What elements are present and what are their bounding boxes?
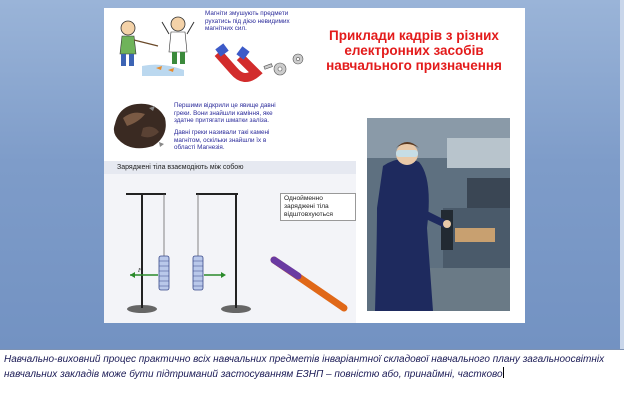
lodestone-illustration [109,98,171,153]
slide-canvas[interactable] [104,8,525,323]
greeks-text-2: Давні греки називали такі камені магнітом, оскільки знайшли їх в області Магнезія. [174,129,270,151]
charged-stands-illustration [114,186,354,316]
horseshoe-magnet-illustration [204,43,312,93]
text-cursor [503,367,504,378]
notes-text[interactable] [4,353,610,382]
fishing-boy-illustration [106,10,202,80]
editor-scrollbar[interactable] [620,0,624,349]
notes-text-content: Навчально-виховний процес практично всіх навчальних предметів інваріантної складової навчального плану загальноосвітніх навчальних закладів може бути підтриманий застосуванням ЕЗНП – повністю або, принаймні, частково [4,354,605,380]
workshop-photo [367,118,510,311]
force-label: F [138,268,142,274]
magnet-text: Магніти змушують предмети рухатись під дією невидимих магнітних сил. [205,10,290,32]
workshop-photo-image [367,118,510,311]
slide-title: Приклади кадрів з різних електронних засобів навчального призначення [326,28,502,73]
greeks-text-1: Першими відкрили це явище давні греки. Вони знайшли каміння, яке здатне притягати шматки заліза. [174,102,276,124]
charged-section-title: Заряджені тіла взаємодіють між собою [117,164,244,171]
notes-pane[interactable] [0,349,624,409]
charged-info-box: Однойменно заряджені тіла відштовхуються [280,193,356,221]
